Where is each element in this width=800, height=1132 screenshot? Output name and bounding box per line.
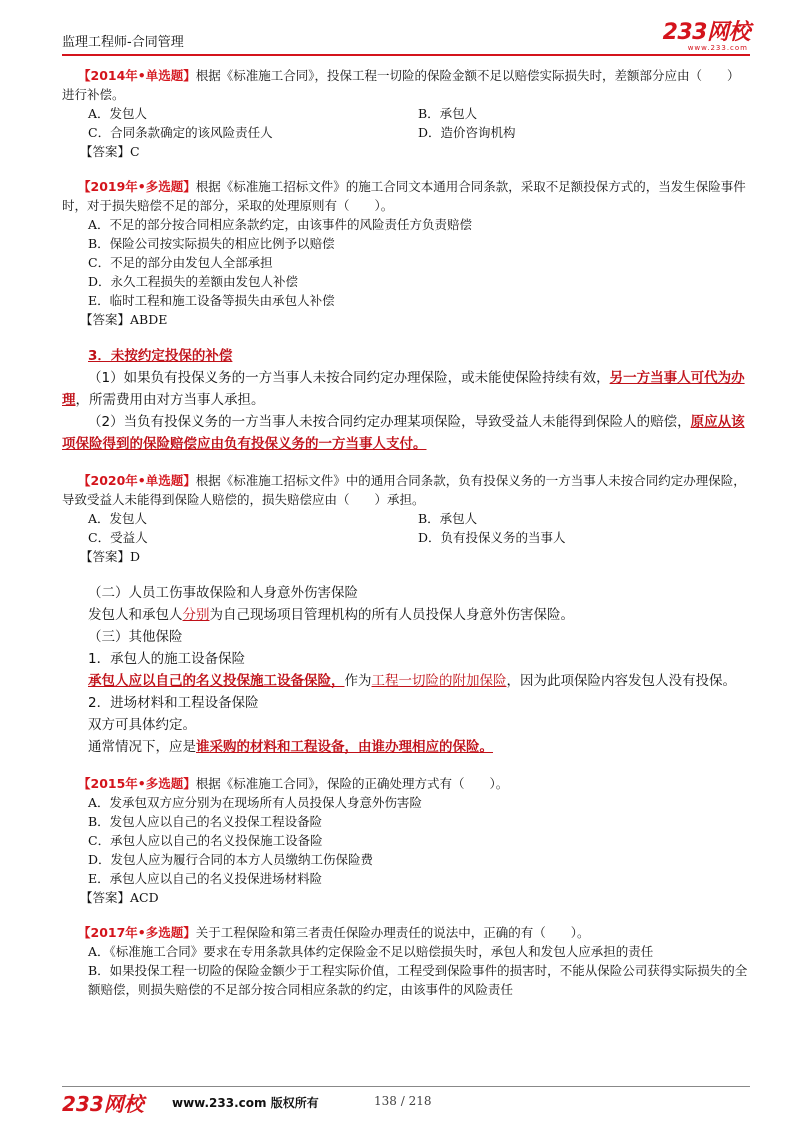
option-b: B．如果投保工程一切险的保险金额少于工程实际价值，工程受到保险事件的损害时，不能从保险公司获得实际损失的全额赔偿，则损失赔偿的不足部分按合同相应条款的约定，由该事件的风险责任 <box>88 963 748 997</box>
option-e: E．临时工程和施工设备等损失由承包人补偿 <box>88 293 335 308</box>
footer-logo: 233网校 <box>62 1092 144 1116</box>
answer: 【答案】C <box>80 144 140 159</box>
page-number: 138 / 218 <box>374 1094 432 1108</box>
option-c: C．不足的部分由发包人全部承担 <box>88 255 273 270</box>
list-item: 2．进场材料和工程设备保险 <box>88 695 259 711</box>
section-heading: （二）人员工伤事故保险和人身意外伤害保险 <box>88 585 358 601</box>
question-text: 根据《标准施工合同》，保险的正确处理方式有（ ）。 <box>195 776 509 791</box>
option-d: D．负有投保义务的当事人 <box>418 530 566 545</box>
question-tag: 【2017年•多选题】 <box>78 925 196 940</box>
option-a: A．不足的部分按合同相应条款约定，由该事件的风险责任方负责赔偿 <box>88 217 473 232</box>
answer: 【答案】D <box>80 549 141 564</box>
option-c: C．受益人 <box>88 530 148 545</box>
paragraph-2 <box>62 411 750 455</box>
question-tag: 【2015年•多选题】 <box>78 776 196 791</box>
highlight-text: 另一方当事人可代为办理 <box>62 370 745 408</box>
option-c: C．承包人应以自己的名义投保施工设备险 <box>88 833 323 848</box>
option-b: B．保险公司按实际损失的相应比例予以赔偿 <box>88 236 335 251</box>
list-item: 1．承包人的施工设备保险 <box>88 651 246 667</box>
question-2015-multi <box>62 774 750 907</box>
option-b: B．发包人应以自己的名义投保工程设备险 <box>88 814 323 829</box>
question-text: 根据《标准施工招标文件》的施工合同文本通用合同条款，采取不足额投保方式的，当发生保险事件时，对于损失赔偿不足的部分，采取的处理原则有（ ）。 <box>62 179 746 213</box>
text-span: 通常情况下，应是 <box>88 739 196 755</box>
highlight-text: 承包人应以自己的名义投保施工设备保险， <box>88 673 345 689</box>
question-tag: 【2019年•多选题】 <box>78 179 196 194</box>
option-e: E．承包人应以自己的名义投保进场材料险 <box>88 871 323 886</box>
page-content <box>62 66 750 999</box>
option-d: D．永久工程损失的差额由发包人补偿 <box>88 274 299 289</box>
option-a: A．发包人 <box>88 511 148 526</box>
header-title: 监理工程师-合同管理 <box>62 35 184 50</box>
highlight-text: 工程一切险的附加保险 <box>371 673 507 689</box>
section-uninsured-compensation <box>62 345 750 455</box>
question-text: 根据《标准施工招标文件》中的通用合同条款，负有投保义务的一方当事人未按合同约定办理保险，导致受益人未能得到保险人赔偿的，损失赔偿应由（ ）承担。 <box>62 473 746 507</box>
section-heading: （三）其他保险 <box>88 629 183 645</box>
section-heading: 3．未按约定投保的补偿 <box>88 348 233 364</box>
brand-logo <box>663 22 750 52</box>
footer-divider <box>62 1086 750 1087</box>
answer: 【答案】ABDE <box>80 312 168 327</box>
question-2014-single <box>62 66 750 161</box>
question-stem <box>62 471 750 509</box>
question-2019-multi <box>62 177 750 329</box>
option-a: A．发承包双方应分别为在现场所有人员投保人身意外伤害险 <box>88 795 423 810</box>
highlight-text: 原应从该项保险得到的保险赔偿应由负有投保义务的一方当事人支付。 <box>62 414 745 452</box>
logo-subtext: www.233.com <box>687 44 748 52</box>
option-row <box>62 123 750 142</box>
option-b: B．承包人 <box>418 106 478 121</box>
option-row <box>62 104 750 123</box>
question-tag: 【2020年•单选题】 <box>78 473 196 488</box>
question-tag: 【2014年•单选题】 <box>78 68 196 83</box>
text-span: ，所需费用由对方当事人承担。 <box>75 392 265 408</box>
option-b: B．承包人 <box>418 511 478 526</box>
footer-copyright: www.233.com 版权所有 <box>172 1096 319 1110</box>
page-header <box>62 22 750 52</box>
option-c: C．合同条款确定的该风险责任人 <box>88 125 273 140</box>
question-stem <box>62 177 750 215</box>
question-2017-multi <box>62 923 750 999</box>
page-footer <box>62 1088 750 1118</box>
option-d: D．发包人应为履行合同的本方人员缴纳工伤保险费 <box>88 852 374 867</box>
option-row <box>62 528 750 547</box>
text-span: 发包人和承包人 <box>88 607 183 623</box>
highlight-text: 分别 <box>182 607 210 623</box>
text-span: 为自己现场项目管理机构的所有人员投保人身意外伤害保险。 <box>209 607 574 623</box>
paragraph <box>62 604 750 626</box>
question-stem <box>62 923 750 942</box>
question-2020-single <box>62 471 750 566</box>
option-d: D．造价咨询机构 <box>418 125 516 140</box>
question-stem <box>62 774 750 793</box>
option-row <box>62 509 750 528</box>
logo-text: 233网校 <box>662 20 750 45</box>
text-span: （1）如果负有投保义务的一方当事人未按合同约定办理保险，或未能使保险持续有效， <box>88 370 610 386</box>
question-text: 根据《标准施工合同》，投保工程一切险的保险金额不足以赔偿实际损失时，差额部分应由（ ）进行补偿。 <box>62 68 740 102</box>
section-other-insurance <box>62 582 750 758</box>
paragraph <box>62 736 750 758</box>
option-a: A．发包人 <box>88 106 148 121</box>
option-a: A．《标准施工合同》要求在专用条款具体约定保险金不足以赔偿损失时，承包人和发包人应承担的责任 <box>88 944 654 959</box>
text-span: 作为 <box>344 673 372 689</box>
question-text: 关于工程保险和第三者责任保险办理责任的说法中，正确的有（ ）。 <box>195 925 590 940</box>
highlight-text: 谁采购的材料和工程设备，由谁办理相应的保险。 <box>196 739 493 755</box>
paragraph-1 <box>62 367 750 411</box>
question-stem <box>62 66 750 104</box>
paragraph: 双方可具体约定。 <box>88 717 196 733</box>
answer: 【答案】ACD <box>80 890 159 905</box>
text-span: ，因为此项保险内容发包人没有投保。 <box>506 673 736 689</box>
paragraph <box>62 670 750 692</box>
text-span: （2）当负有投保义务的一方当事人未按合同约定办理某项保险，导致受益人未能得到保险人的赔偿， <box>88 414 691 430</box>
header-divider <box>62 54 750 56</box>
